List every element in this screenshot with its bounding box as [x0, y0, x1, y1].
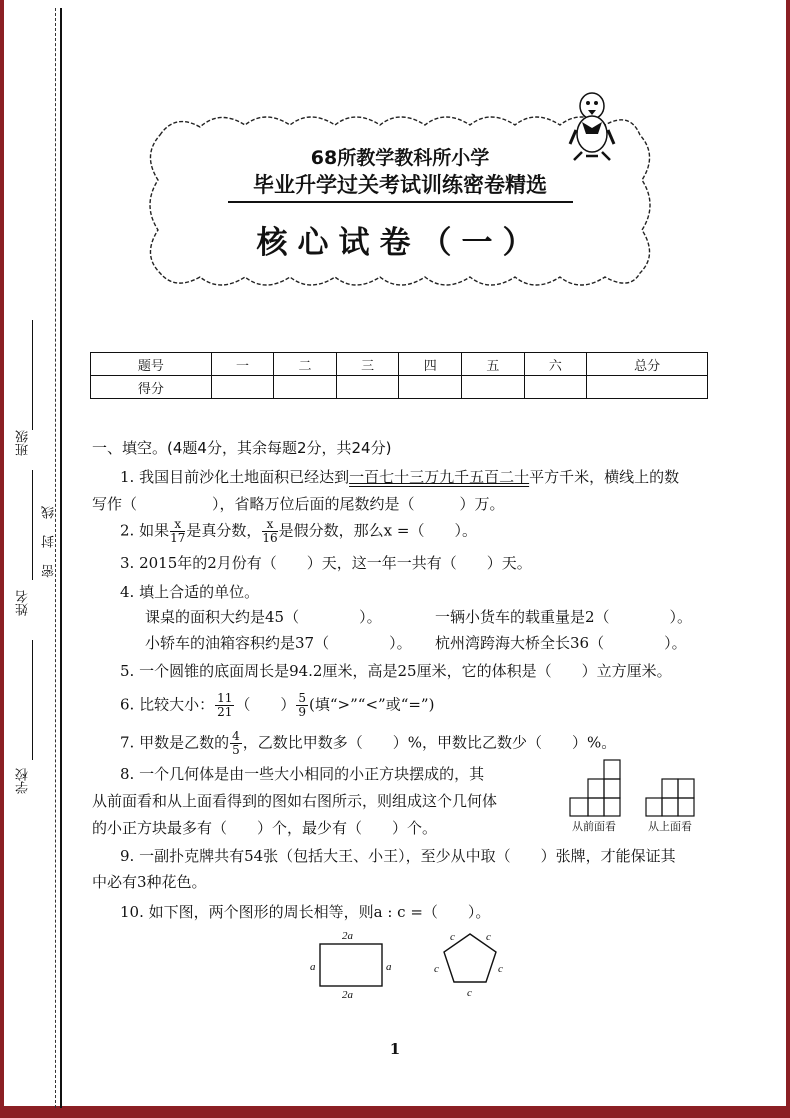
score-field[interactable]: [462, 376, 525, 399]
question-2: [120, 518, 477, 545]
binding-line: [60, 8, 62, 1108]
denominator: 9: [298, 705, 307, 719]
denominator: 5: [232, 743, 240, 757]
denominator: 17: [170, 531, 186, 545]
fraction: [170, 518, 185, 545]
question-text: ，乙数比甲数多（ ）%，甲数比乙数少（ ）%。: [242, 733, 617, 752]
seal-line-label: 密 封 线: [42, 500, 57, 578]
denominator: 16: [262, 531, 278, 545]
front-view: [570, 760, 620, 816]
table-cell: 三: [336, 353, 399, 376]
top-view: [646, 779, 694, 816]
question-4b: 一辆小货车的载重量是2（ ）。: [435, 608, 693, 626]
table-cell: 一: [211, 353, 274, 376]
question-6: [120, 692, 434, 719]
rect-right-label: a: [386, 961, 392, 973]
question-text: 是真分数，: [186, 521, 262, 540]
question-8-line1: 8. 一个几何体是由一些大小相同的小正方块摆成的，其: [120, 765, 485, 783]
question-1-line2: 写作（ ），省略万位后面的尾数约是（ ）万。: [92, 495, 505, 513]
score-field[interactable]: [587, 376, 708, 399]
school-rule: [32, 640, 33, 760]
question-5: 5. 一个圆锥的底面周长是94.2厘米，高是25厘米，它的体积是（ ）立方厘米。: [120, 662, 672, 680]
score-field[interactable]: [211, 376, 274, 399]
class-rule: [32, 320, 33, 430]
question-4c: 小轿车的油箱容积约是37（ ）。: [145, 634, 412, 652]
numerator: 5: [298, 691, 307, 705]
score-table: [90, 352, 708, 399]
question-3: 3. 2015年的2月份有（ ）天，这一年一共有（ ）天。: [120, 554, 532, 572]
score-table-row: [91, 376, 708, 399]
table-cell: 总分: [587, 353, 708, 376]
numerator: x: [262, 518, 277, 532]
fraction: [215, 692, 234, 719]
top-view-label: 从上面看: [648, 820, 692, 833]
score-table-header: [91, 353, 708, 376]
score-field[interactable]: [524, 376, 587, 399]
page-number: 1: [389, 1040, 401, 1058]
question-7: [120, 730, 616, 757]
question-text: （ ）: [235, 695, 296, 714]
banner-school-line: 68所教学教科所小学: [310, 147, 490, 169]
fraction: [230, 730, 242, 757]
question-text: 是假分数，那么x =（ ）。: [278, 521, 477, 540]
table-cell: 得分: [91, 376, 212, 399]
class-label: 班级: [16, 430, 31, 456]
table-cell: 五: [462, 353, 525, 376]
section-heading: 一、填空。(4题4分，其余每题2分，共24分): [92, 439, 392, 457]
question-4d: 杭州湾跨海大桥全长36（ ）。: [435, 634, 687, 652]
bottom-border: [0, 1106, 790, 1118]
question-text: 6. 比较大小：: [120, 695, 215, 714]
pentagon-side-label: c: [467, 987, 472, 999]
banner-divider: [228, 201, 573, 203]
question-8-line2: 从前面看和从上面看得到的图如右图所示，则组成这个几何体: [92, 792, 498, 810]
q10-shapes-figure: [300, 926, 530, 1006]
question-9-line1: 9. 一副扑克牌共有54张（包括大王、小王），至少从中取（ ）张牌，才能保证其: [120, 847, 676, 865]
underlined-number: 一百七十三万九千五百二十: [349, 468, 530, 486]
question-1: [120, 467, 679, 487]
banner-exam-line: 毕业升学过关考试训练密卷精选: [253, 173, 547, 197]
question-text: 1. 我国目前沙化土地面积已经达到: [120, 468, 350, 486]
table-cell: 题号: [91, 353, 212, 376]
page-title: 核心试卷（一）: [256, 225, 544, 261]
score-field[interactable]: [336, 376, 399, 399]
school-label: 学校: [16, 768, 31, 794]
rectangle-shape: [320, 944, 382, 986]
pentagon-side-label: c: [498, 963, 503, 975]
penguin-mascot-icon: [568, 88, 618, 168]
question-10: 10. 如下图，两个图形的周长相等，则a : c =（ ）。: [120, 903, 491, 921]
numerator: x: [170, 518, 185, 532]
numerator: 11: [217, 691, 233, 705]
q8-views-figure: [568, 756, 708, 818]
question-text: 平方千米，横线上的数: [529, 468, 680, 486]
question-4a: 课桌的面积大约是45（ ）。: [145, 608, 382, 626]
pentagon-side-label: c: [434, 963, 439, 975]
name-label: 姓名: [16, 590, 31, 616]
question-text: 2. 如果: [120, 521, 170, 540]
pentagon-side-label: c: [450, 931, 455, 943]
score-field[interactable]: [399, 376, 462, 399]
table-cell: 二: [274, 353, 337, 376]
denominator: 21: [217, 705, 233, 719]
front-view-label: 从前面看: [572, 820, 616, 833]
name-rule: [32, 470, 33, 580]
question-9-line2: 中必有3种花色。: [92, 873, 207, 891]
rect-bottom-label: 2a: [342, 989, 353, 1001]
fraction: [262, 518, 277, 545]
fraction: [296, 692, 308, 719]
question-4: 4. 填上合适的单位。: [120, 583, 260, 601]
question-8-line3: 的小正方块最多有（ ）个，最少有（ ）个。: [92, 819, 438, 837]
numerator: 4: [232, 729, 240, 743]
pentagon-side-label: c: [486, 931, 491, 943]
question-text: (填“>”“<”或“=”): [309, 695, 435, 714]
score-field[interactable]: [274, 376, 337, 399]
question-text: 7. 甲数是乙数的: [120, 733, 230, 752]
rect-left-label: a: [310, 961, 316, 973]
table-cell: 四: [399, 353, 462, 376]
table-cell: 六: [524, 353, 587, 376]
rect-top-label: 2a: [342, 930, 353, 942]
